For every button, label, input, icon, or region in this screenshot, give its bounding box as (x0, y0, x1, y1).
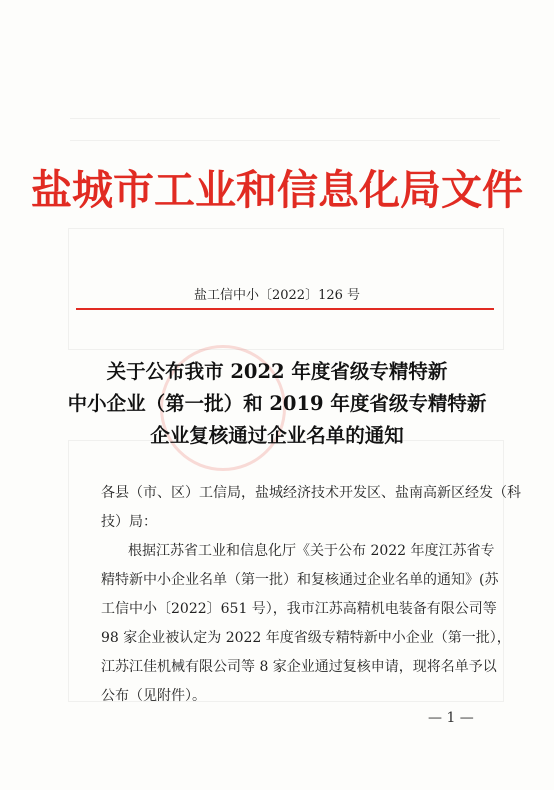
body-paragraph-line: 根据江苏省工业和信息化厅《关于公布 2022 年度江苏省专 (128, 543, 495, 559)
red-divider-rule (76, 308, 494, 310)
notice-title-line-3: 企业复核通过企业名单的通知 (150, 424, 404, 447)
notice-title-line-2: 中小企业（第一批）和 2019 年度省级专精特新 (67, 392, 487, 415)
document-number: 盐工信中小〔2022〕126 号 (193, 288, 361, 303)
addressee-line-2: 技）局： (101, 514, 157, 530)
bleed-through-trace (70, 118, 500, 119)
body-paragraph-line: 公布（见附件）。 (101, 688, 206, 704)
notice-title-line-1: 关于公布我市 2022 年度省级专精特新 (106, 360, 448, 383)
masthead-title: 盐城市工业和信息化局文件 (31, 166, 523, 214)
body-paragraph-line: 江苏江佳机械有限公司等 8 家企业通过复核申请，现将名单予以 (101, 659, 497, 675)
bleed-through-trace (70, 140, 500, 141)
addressee-line-1: 各县（市、区）工信局，盐城经济技术开发区、盐南高新区经发（科 (101, 485, 521, 501)
body-paragraph-line: 工信中小〔2022〕651 号），我市江苏高精机电装备有限公司等 (101, 601, 497, 617)
body-paragraph-line: 精特新中小企业名单（第一批）和复核通过企业名单的通知》(苏 (101, 572, 499, 588)
body-paragraph-line: 98 家企业被认定为 2022 年度省级专精特新中小企业（第一批）， (101, 630, 511, 646)
page-number: — 1 — (428, 710, 474, 726)
